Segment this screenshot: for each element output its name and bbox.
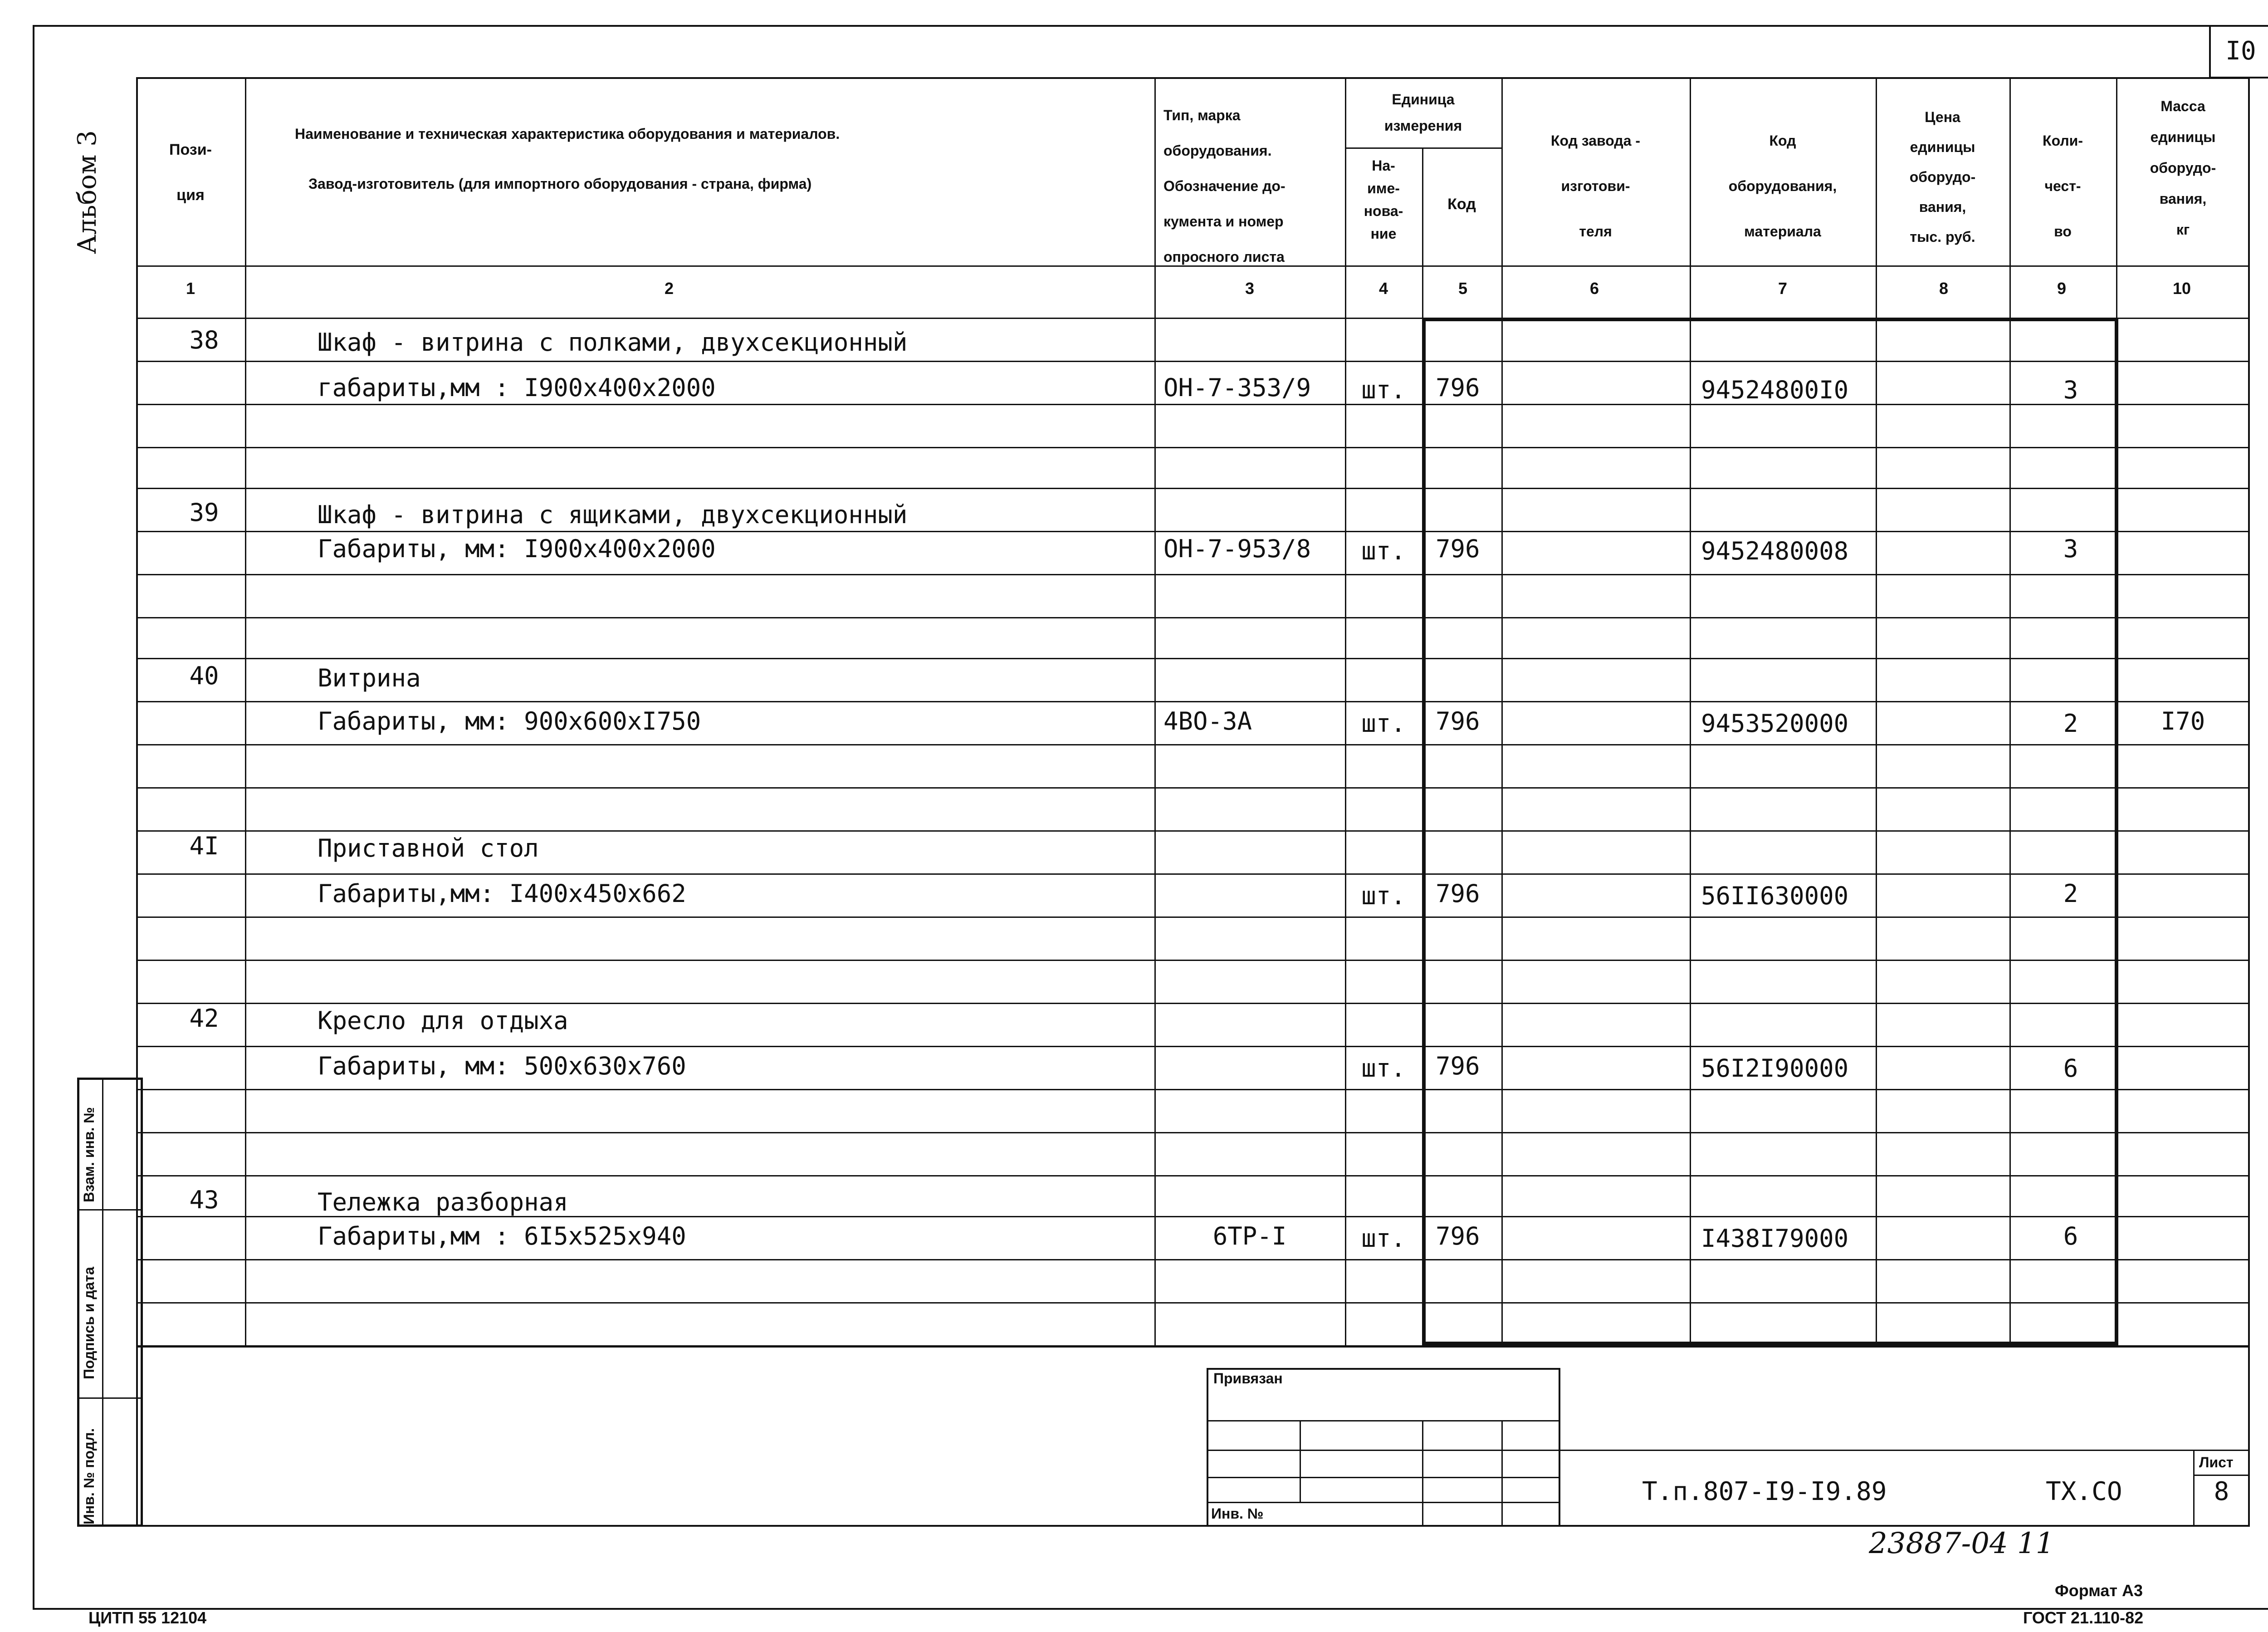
inv-no-label: Инв. № [1211, 1505, 1264, 1522]
header-material-code: Код оборудования, материала [1728, 132, 1837, 240]
row-line [136, 701, 2250, 702]
format-label: Формат А3 [2055, 1581, 2143, 1600]
header-name-line2: Завод-изготовитель (для импортного оборудования - страна, фирма) [308, 176, 812, 192]
item-quantity: 6 [2063, 1054, 2078, 1083]
item-quantity: 2 [2063, 709, 2078, 738]
header-unit-code: Код [1447, 196, 1476, 213]
item-unit: шт. [1361, 882, 1406, 910]
item-unit: шт. [1361, 376, 1406, 404]
side-stamp-vzam: Взам. инв. № [81, 1107, 97, 1202]
item-unit-code: 796 [1436, 534, 1480, 563]
header-type: Тип, марка оборудования. Обозначение до- кумента и номер опросного листа [1163, 107, 1286, 265]
item-name: Приставной стол [318, 834, 539, 863]
header-unit-name: На- име- нова- ние [1364, 157, 1403, 242]
header-position: Пози- ция [169, 141, 212, 204]
item-material-code: 9452480008 [1701, 537, 1849, 565]
row-line [136, 617, 2250, 618]
item-spec: Габариты, мм: 900x600xI750 [318, 707, 701, 735]
privyazan-line [1207, 1420, 1560, 1421]
item-position: 40 [189, 662, 219, 690]
gost-label: ГОСТ 21.110-82 [2023, 1608, 2144, 1627]
item-unit: шт. [1361, 1054, 1406, 1083]
item-spec: Габариты, мм: I900x400x2000 [318, 534, 716, 563]
row-line [136, 1003, 2250, 1004]
col-line-2 [1154, 77, 1156, 1348]
item-position: 39 [189, 498, 219, 527]
colnum: 7 [1778, 279, 1788, 298]
item-name: Витрина [318, 664, 421, 692]
item-name: Шкаф - витрина с полками, двухсекционный [318, 328, 908, 357]
colnum: 3 [1245, 279, 1255, 298]
sheet-number-top: I0 [2225, 36, 2256, 66]
colnum: 8 [1939, 279, 1949, 298]
row-line [136, 916, 2250, 918]
row-line [136, 1175, 2250, 1176]
col-line-1 [245, 77, 246, 1348]
item-type: 4ВО-3А [1163, 707, 1252, 735]
item-spec: Габариты, мм: 500x630x760 [318, 1052, 686, 1080]
row-line [136, 744, 2250, 745]
item-unit: шт. [1361, 537, 1406, 565]
row-line [136, 960, 2250, 961]
item-unit-code: 796 [1436, 1222, 1480, 1250]
row-line [136, 658, 2250, 659]
row-line [136, 1046, 2250, 1047]
row-line [136, 447, 2250, 448]
item-mass: I70 [2160, 707, 2205, 735]
side-stamp-podpis: Подпись и дата [81, 1267, 97, 1379]
header-name-line1: Наименование и техническая характеристика оборудования и материалов. [295, 126, 840, 142]
header-unit-group: Единица измерения [1384, 91, 1462, 134]
handwritten-number: 23887-04 11 [1869, 1527, 2054, 1560]
item-spec: габариты,мм : I900x400x2000 [318, 373, 716, 402]
side-stamp-divider [102, 1078, 103, 1527]
item-material-code: I438I79000 [1701, 1224, 1849, 1253]
item-position: 43 [189, 1186, 219, 1214]
privyazan-line [1207, 1477, 1560, 1478]
item-unit: шт. [1361, 709, 1406, 738]
item-unit-code: 796 [1436, 879, 1480, 908]
privyazan-line [1207, 1502, 1560, 1503]
row-line [136, 787, 2250, 789]
colnum: 10 [2172, 279, 2191, 298]
colnum: 1 [186, 279, 196, 298]
colnum: 4 [1378, 279, 1388, 298]
item-unit: шт. [1361, 1224, 1406, 1253]
title-block [136, 1345, 2250, 1527]
row-line [136, 574, 2250, 575]
item-spec: Габариты,мм: I400x450x662 [318, 879, 686, 908]
header-quantity: Коли- чест- во [2043, 132, 2083, 240]
item-quantity: 3 [2063, 376, 2078, 404]
doc-section: ТХ.СО [2046, 1477, 2122, 1506]
row-line [136, 1132, 2250, 1133]
item-unit-code: 796 [1436, 1052, 1480, 1080]
row-line [136, 531, 2250, 532]
item-position: 4I [189, 832, 219, 860]
item-name: Шкаф - витрина с ящиками, двухсекционный [318, 500, 908, 529]
header-price: Цена единицы оборудо- вания, тыс. руб. [1909, 109, 1976, 245]
row-line [136, 830, 2250, 832]
colnum: 5 [1458, 279, 1468, 298]
row-line [136, 404, 2250, 405]
doc-code-line [1560, 1450, 2250, 1451]
header-mass: Масса единицы оборудо- вания, кг [2150, 98, 2216, 238]
item-material-code: 94524800I0 [1701, 376, 1849, 404]
item-name: Кресло для отдыха [318, 1006, 568, 1035]
citp-label: ЦИТП 55 12104 [88, 1608, 207, 1627]
item-quantity: 6 [2063, 1222, 2078, 1250]
item-unit-code: 796 [1436, 373, 1480, 402]
row-line [136, 361, 2250, 362]
doc-code: Т.п.807-I9-I9.89 [1642, 1477, 1887, 1506]
item-spec: Габариты,мм : 6I5x525x940 [318, 1222, 686, 1250]
privyazan-vline [1300, 1420, 1301, 1502]
side-stamp-sep [77, 1397, 143, 1399]
privyazan-vline [1422, 1420, 1423, 1527]
list-box-line [2193, 1475, 2250, 1476]
privyazan-line [1207, 1450, 1560, 1451]
row-line [136, 1302, 2250, 1304]
colnum: 6 [1589, 279, 1599, 298]
privyazan-label: Привязан [1213, 1370, 1283, 1387]
colnum: 9 [2057, 279, 2067, 298]
item-type: ОН-7-353/9 [1163, 373, 1311, 402]
row-line [136, 1089, 2250, 1090]
item-position: 42 [189, 1004, 219, 1033]
side-stamp-sep [77, 1209, 143, 1211]
privyazan-vline [1501, 1420, 1503, 1527]
item-material-code: 56II630000 [1701, 882, 1849, 910]
list-number: 8 [2214, 1477, 2229, 1506]
item-position: 38 [189, 326, 219, 354]
header-factory-code: Код завода - изготови- теля [1550, 132, 1641, 240]
side-stamp-inv: Инв. № подл. [81, 1428, 97, 1524]
row-line [136, 488, 2250, 489]
row-line [136, 873, 2250, 875]
row-line [136, 1259, 2250, 1260]
item-material-code: 9453520000 [1701, 709, 1849, 738]
album-label: Альбом 3 [73, 130, 102, 254]
item-unit-code: 796 [1436, 707, 1480, 735]
item-type: 6ТР-I [1212, 1222, 1287, 1250]
item-type: ОН-7-953/8 [1163, 534, 1311, 563]
list-label: Лист [2199, 1454, 2234, 1470]
item-quantity: 2 [2063, 879, 2078, 908]
item-name: Тележка разборная [318, 1188, 568, 1216]
colnum: 2 [664, 279, 674, 298]
item-quantity: 3 [2063, 534, 2078, 563]
item-material-code: 56I2I90000 [1701, 1054, 1849, 1083]
